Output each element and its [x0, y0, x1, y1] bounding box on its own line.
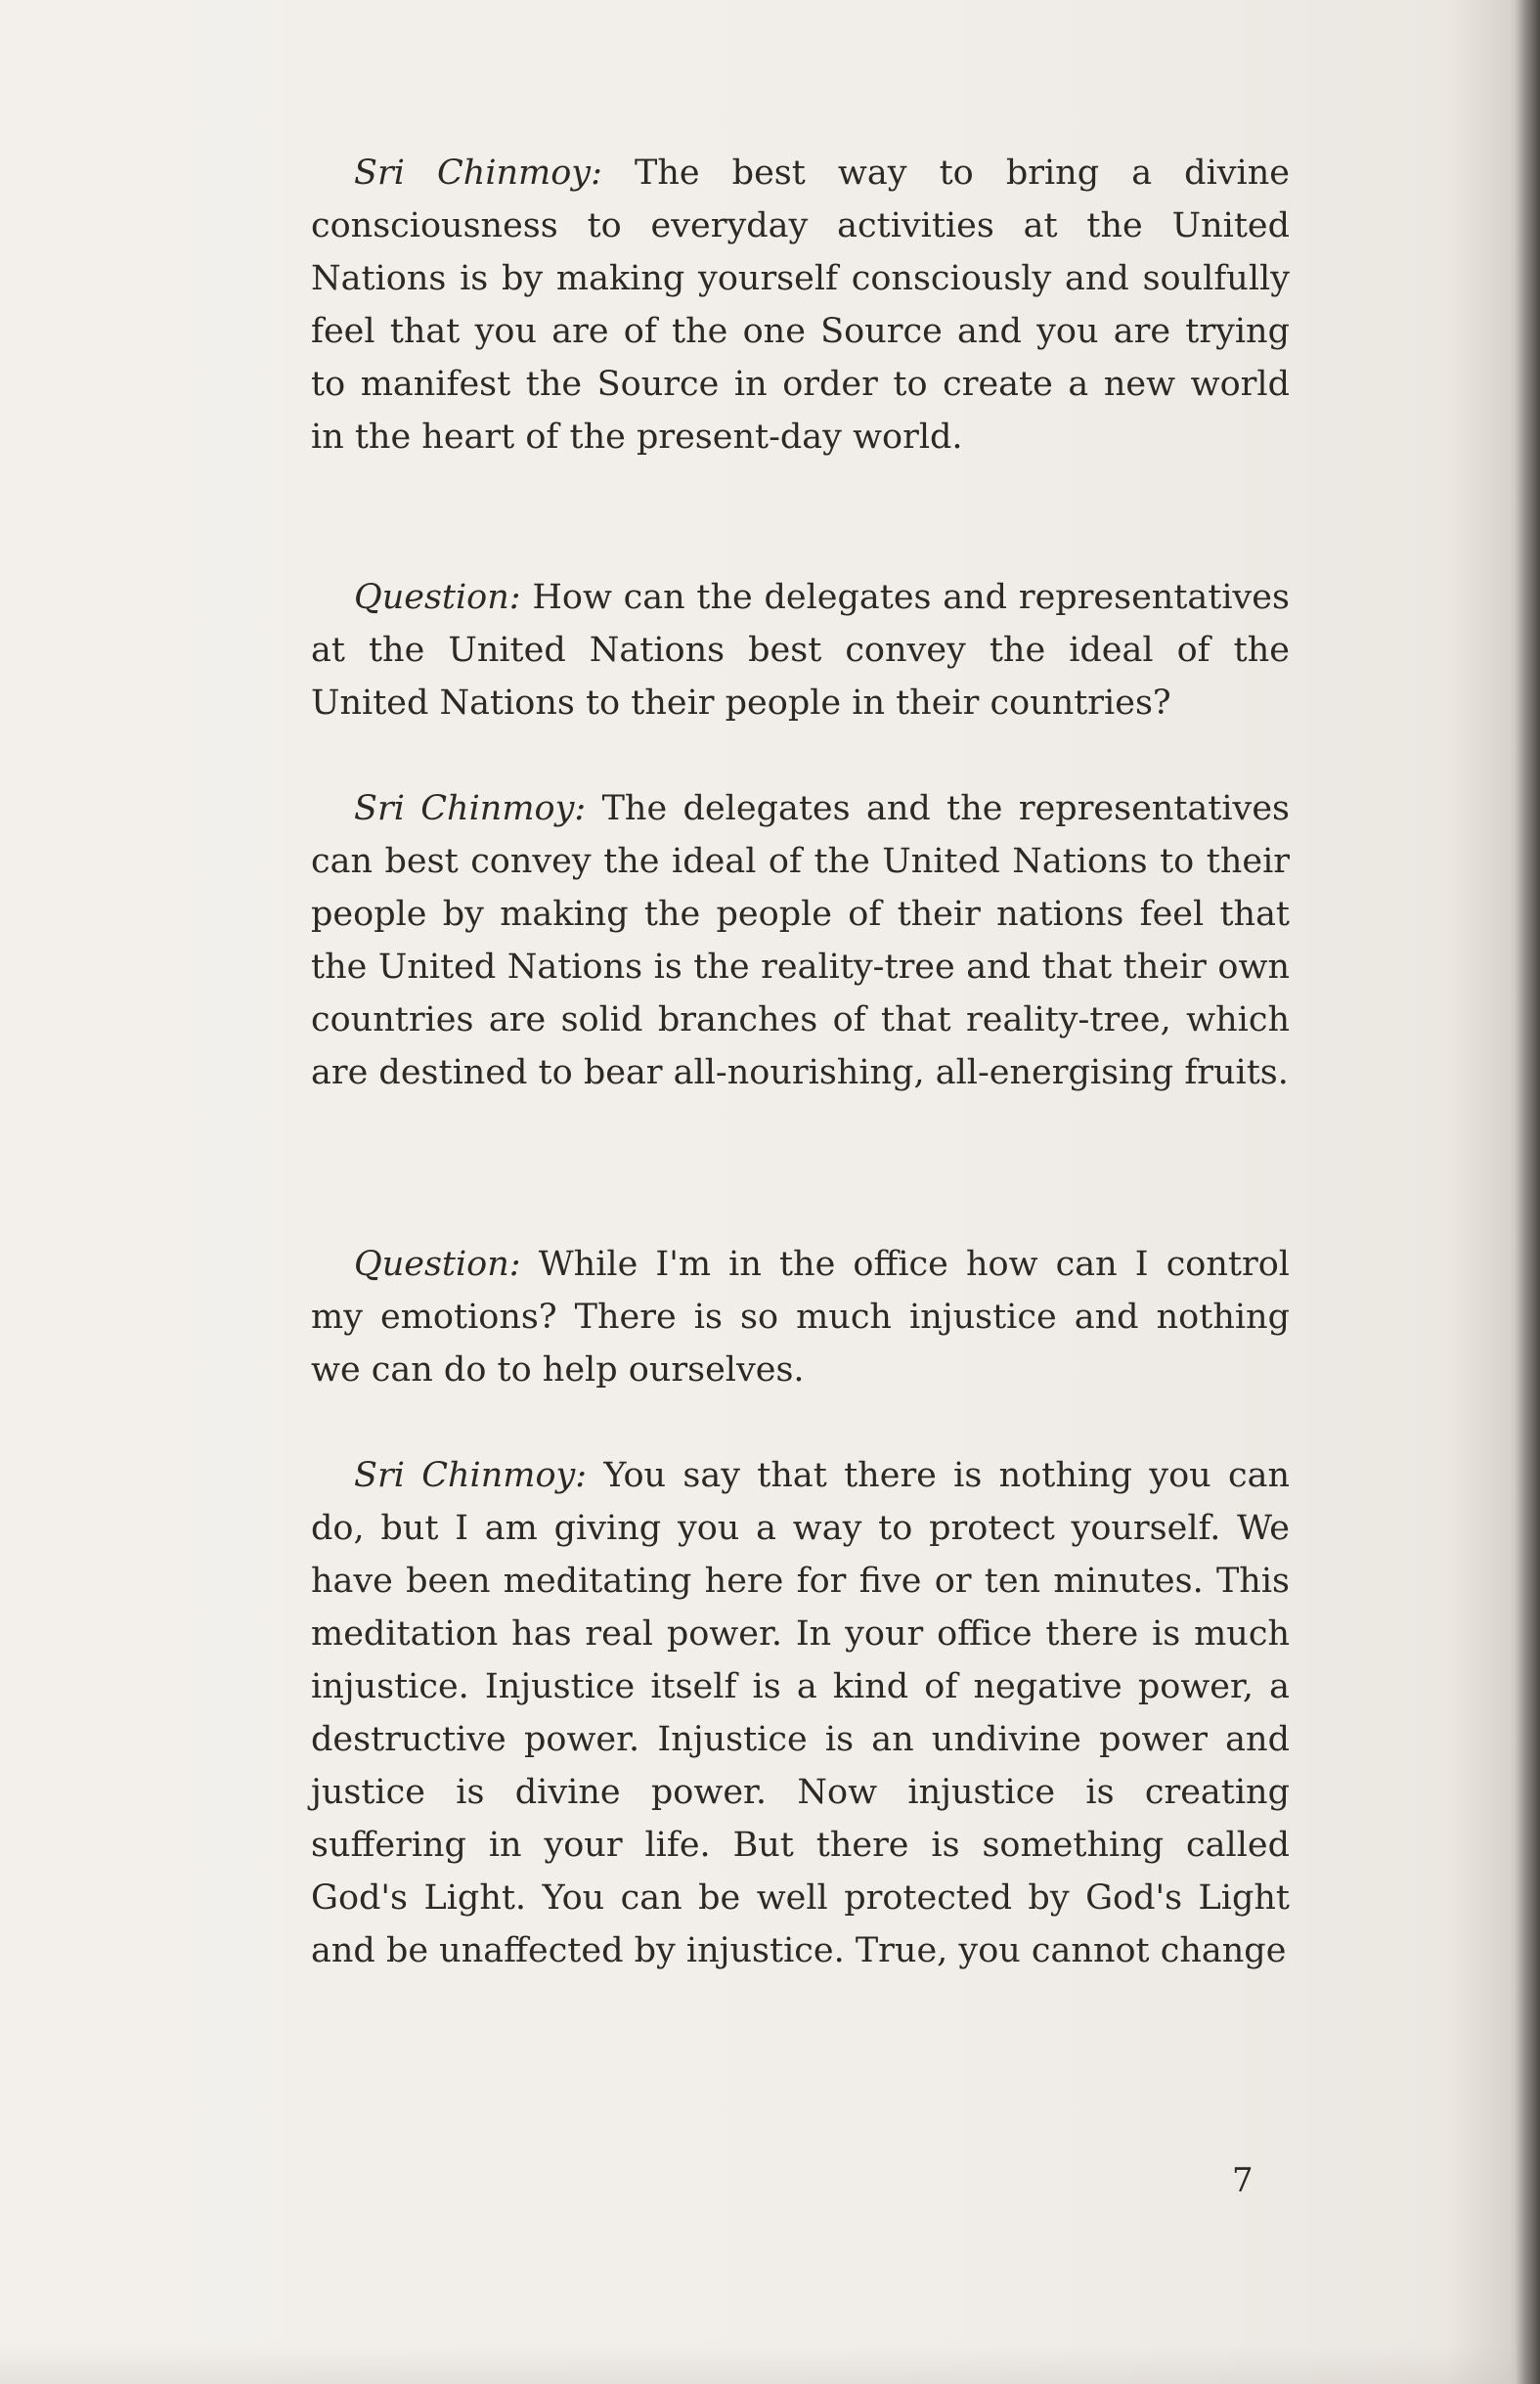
question-paragraph: [311, 571, 1290, 729]
spacer: [311, 1396, 1290, 1449]
speaker-label: Sri Chinmoy:: [354, 1456, 588, 1495]
page-number: 7: [1232, 2161, 1254, 2200]
speaker-label: Question:: [354, 1245, 521, 1284]
paragraph-text: While I'm in the office how can I control my emotions? There is so much injustice and nothing we can do to help ourselves.: [311, 1245, 1290, 1390]
spacer: [311, 1099, 1290, 1238]
speaker-label: Question:: [354, 578, 521, 617]
speaker-label: Sri Chinmoy:: [354, 789, 587, 828]
paragraph-text: The delegates and the representatives can best convey the ideal of the United Nations to their people by making the people of their nations feel that the United Nations is the reality-tree and that their own countries are solid branches of that reality-tree, which are destined to bear all-nourishing, all-energising fruits.: [311, 789, 1290, 1092]
paragraph-text: The best way to bring a divine consciousness to everyday activities at the United Nations is by making yourself consciously and soulfully feel that you are of the one Source and you are trying to manifest the Source in order to create a new world in the heart of the present-day world.: [311, 154, 1290, 457]
answer-paragraph: [311, 147, 1290, 464]
text-column: [311, 147, 1290, 1977]
speaker-label: Sri Chinmoy:: [354, 154, 602, 193]
spacer: [311, 729, 1290, 782]
paragraph-text: You say that there is nothing you can do, but I am giving you a way to protect yourself. We have been meditating here for five or ten minutes. This meditation has real power. In your office there is much injustice. Injustice itself is a kind of negative power, a destructive power. Injustice is an undivine power and justice is divine power. Now injustice is creating suffering in your life. But there is something called God's Light. You can be well protected by God's Light and be unaffected by injustice. True, you cannot change: [311, 1456, 1290, 1970]
paragraph-text: How can the delegates and representatives at the United Nations best convey the ideal of the United Nations to their people in their countries?: [311, 578, 1290, 723]
spacer: [311, 464, 1290, 571]
answer-paragraph: [311, 782, 1290, 1099]
answer-paragraph: [311, 1449, 1290, 1977]
question-paragraph: [311, 1238, 1290, 1396]
